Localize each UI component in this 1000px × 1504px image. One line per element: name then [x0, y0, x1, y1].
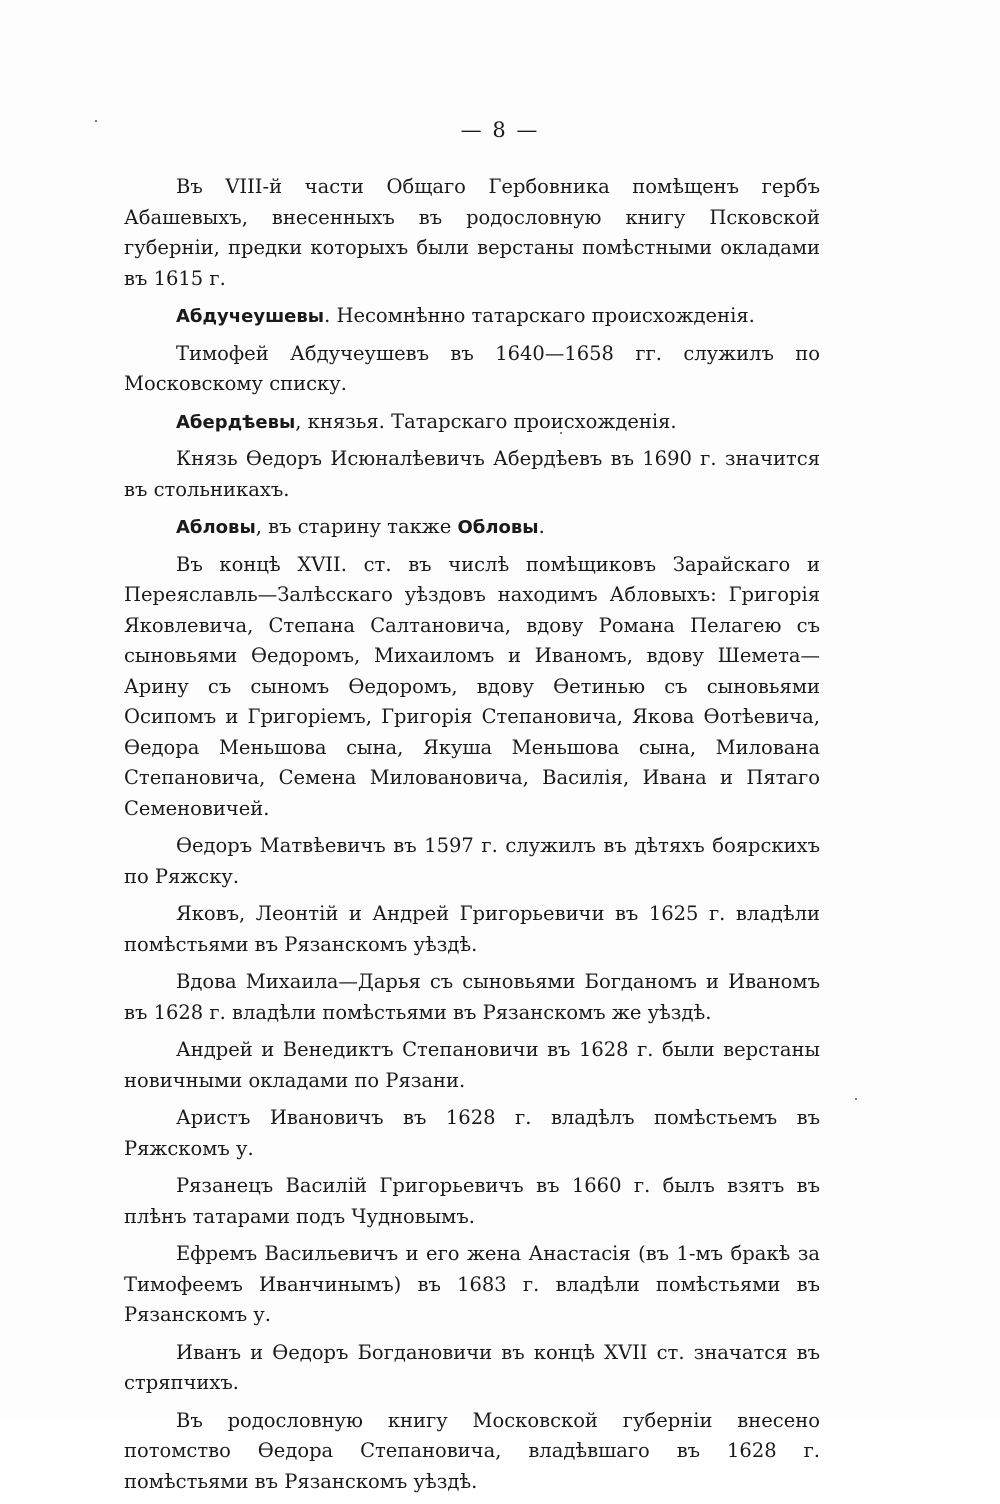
paragraph-yakov-leontiy: Яковъ, Леонтій и Андрей Григорьевичи въ 1625 г. владѣли помѣстьями въ Рязанскомъ уѣздѣ. [124, 902, 820, 956]
entry-heading-abducheushevy [124, 301, 820, 333]
paragraph-efrem: Ефремъ Васильевичъ и его жена Анастасія (въ 1-мъ бракѣ за Тимофеемъ Иванчинымъ) въ 1683 г. владѣли помѣстьями въ Рязанскомъ у. [124, 1242, 820, 1326]
scan-speck [855, 1098, 857, 1100]
entry-term-alt: Обловы [457, 517, 539, 538]
paragraph-andrey-venedikt: Андрей и Венедиктъ Степановичи въ 1628 г. были верстаны новичными окладами по Рязани. [124, 1038, 820, 1092]
entry-heading-aberdeevy [124, 407, 820, 439]
paragraph-vdova-mikhaila: Вдова Михаила—Дарья съ сыновьями Богданомъ и Иваномъ въ 1628 г. владѣли помѣстьями въ Рязанскомъ же уѣздѣ. [124, 970, 820, 1024]
paragraph-timofey: Тимофей Абдучеушевъ въ 1640—1658 гг. служилъ по Московскому списку. [124, 341, 820, 395]
entry-description-end: . [538, 515, 545, 538]
paragraph-moskovskoy-gubernii: Въ родословную книгу Московской губерніи внесено потомство Ѳедора Степановича, владѣвшаго въ 1628 г. помѣстьями въ Рязанскомъ уѣздѣ. [124, 1408, 820, 1493]
body-text [124, 172, 820, 1504]
entry-term: Абдучеушевы [176, 306, 325, 327]
page-number: — 8 — [460, 118, 540, 142]
entry-heading-ablovy [124, 512, 820, 544]
entry-description: , князья. Татарскаго происхожденія. [295, 409, 677, 433]
paragraph-fedor-matveevich: Ѳедоръ Матвѣевичъ въ 1597 г. служилъ въ дѣтяхъ боярскихъ по Ряжску. [124, 834, 820, 888]
paragraph-abashevy: Въ VIII-й части Общаго Гербовника помѣщенъ гербъ Абашевыхъ, внесенныхъ въ родословную книгу Псковской губерніи, предки которыхъ были верстаны помѣстными окладами въ 1615 г. [124, 175, 820, 290]
paragraph-vasiliy: Рязанецъ Василій Григорьевичъ въ 1660 г. былъ взятъ въ плѣнъ татарами подъ Чудновымъ. [124, 1174, 820, 1228]
entry-description: , въ старину также [255, 515, 458, 538]
entry-description: . Несомнѣнно татарскаго происхожденія. [324, 304, 755, 327]
paragraph-ablovy-list: Въ концѣ XVII. ст. въ числѣ помѣщиковъ Зарайскаго и Переяславль—Залѣсскаго уѣздовъ находимъ Абловыхъ: Григорія Яковлевича, Степана Салтановича, вдову Романа Пелагею съ сыновьями Ѳедоромъ, Михаиломъ и Иваномъ, вдову Шемета—Арину съ сыномъ Ѳедоромъ, вдову Ѳетинью съ сыновьями Осипомъ и Григоріемъ, Григорія Степановича, Якова Ѳотѣевича, Ѳедора Меньшова сына, Якуша Меньшова сына, Милована Степановича, Семена Миловановича, Василія, Ивана и Пятаго Семеновичей. [124, 552, 820, 820]
entry-term: Абловы [176, 517, 256, 538]
paragraph-ivan-fedor: Иванъ и Ѳедоръ Богдановичи въ концѣ XVII ст. значатся въ стряпчихъ. [124, 1340, 820, 1394]
paragraph-fedor-aberdeev: Князь Ѳедоръ Исюналѣевичъ Абердѣевъ въ 1690 г. значится въ стольникахъ. [124, 447, 820, 501]
entry-term: Абердѣевы [176, 411, 296, 433]
paragraph-arist: Аристъ Ивановичъ въ 1628 г. владѣлъ помѣстьемъ въ Ряжскомъ у. [124, 1106, 820, 1160]
